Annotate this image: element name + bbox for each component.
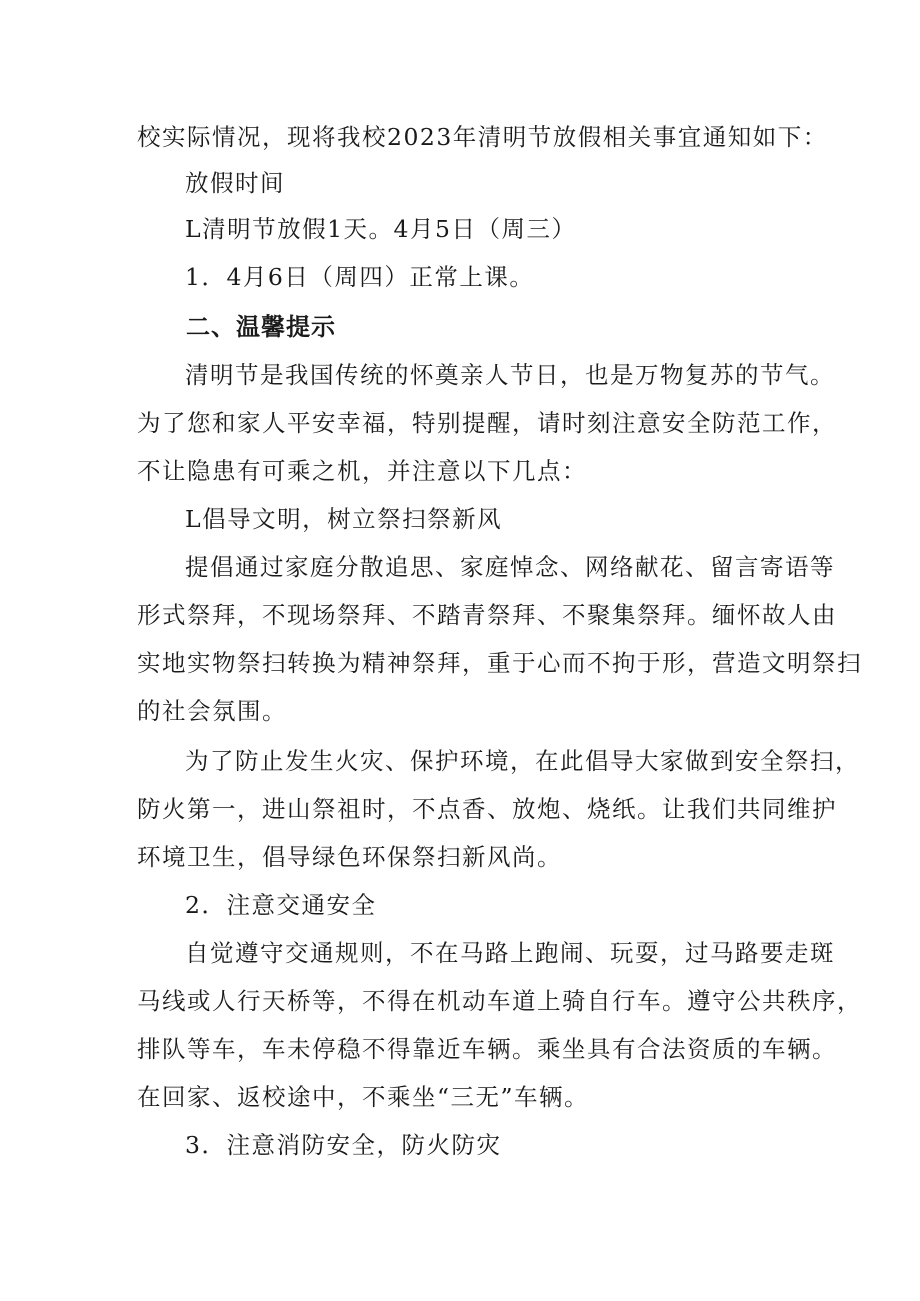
holiday-item-2: 1．4月6日（周四）正常上课。 (185, 263, 535, 291)
section-2-para-line-2: 马线或人行天桥等，不得在机动车道上骑自行车。遵守公共秩序， (137, 987, 862, 1015)
section-2-para-line-1: 自觉遵守交通规则，不在马路上跑闹、玩耍，过马路要走斑 (185, 939, 835, 967)
intro-tail-text: 校实际情况，现将我校2023年清明节放假相关事宜通知如下： (137, 123, 828, 151)
tips-intro-line-1: 清明节是我国传统的怀奠亲人节日，也是万物复苏的节气。 (185, 361, 835, 389)
holiday-title: 放假时间 (185, 169, 285, 197)
section-1-para-1-line-4: 的社会氛围。 (137, 697, 287, 725)
holiday-item-1: L清明节放假1天。4月5日（周三） (185, 215, 577, 243)
section-1-para-1-line-3: 实地实物祭扫转换为精神祭拜，重于心而不拘于形，营造文明祭扫 (137, 649, 862, 677)
tips-intro-line-2: 为了您和家人平安幸福，特别提醒，请时刻注意安全防范工作， (137, 409, 837, 437)
section-2-title: 2．注意交通安全 (185, 891, 377, 919)
section-1-para-1-line-2: 形式祭拜，不现场祭拜、不踏青祭拜、不聚集祭拜。缅怀故人由 (137, 601, 837, 629)
section-1-para-2-line-1: 为了防止发生火灾、保护环境，在此倡导大家做到安全祭扫， (185, 747, 860, 775)
tips-heading: 二、温馨提示 (186, 313, 336, 341)
section-1-para-2-line-2: 防火第一，进山祭祖时，不点香、放炮、烧纸。让我们共同维护 (137, 795, 837, 823)
section-1-para-1-line-1: 提倡通过家庭分散追思、家庭悼念、网络献花、留言寄语等 (185, 553, 835, 581)
section-2-para-line-4: 在回家、返校途中，不乘坐“三无”车辆。 (137, 1083, 590, 1111)
section-3-title: 3．注意消防安全，防火防灾 (185, 1131, 502, 1159)
tips-intro-line-3: 不让隐患有可乘之机，并注意以下几点： (137, 457, 587, 485)
section-1-para-2-line-3: 环境卫生，倡导绿色环保祭扫新风尚。 (137, 843, 562, 871)
section-2-para-line-3: 排队等车，车未停稳不得靠近车辆。乘坐具有合法资质的车辆。 (137, 1035, 837, 1063)
section-1-title: L倡导文明，树立祭扫祭新风 (185, 505, 503, 533)
